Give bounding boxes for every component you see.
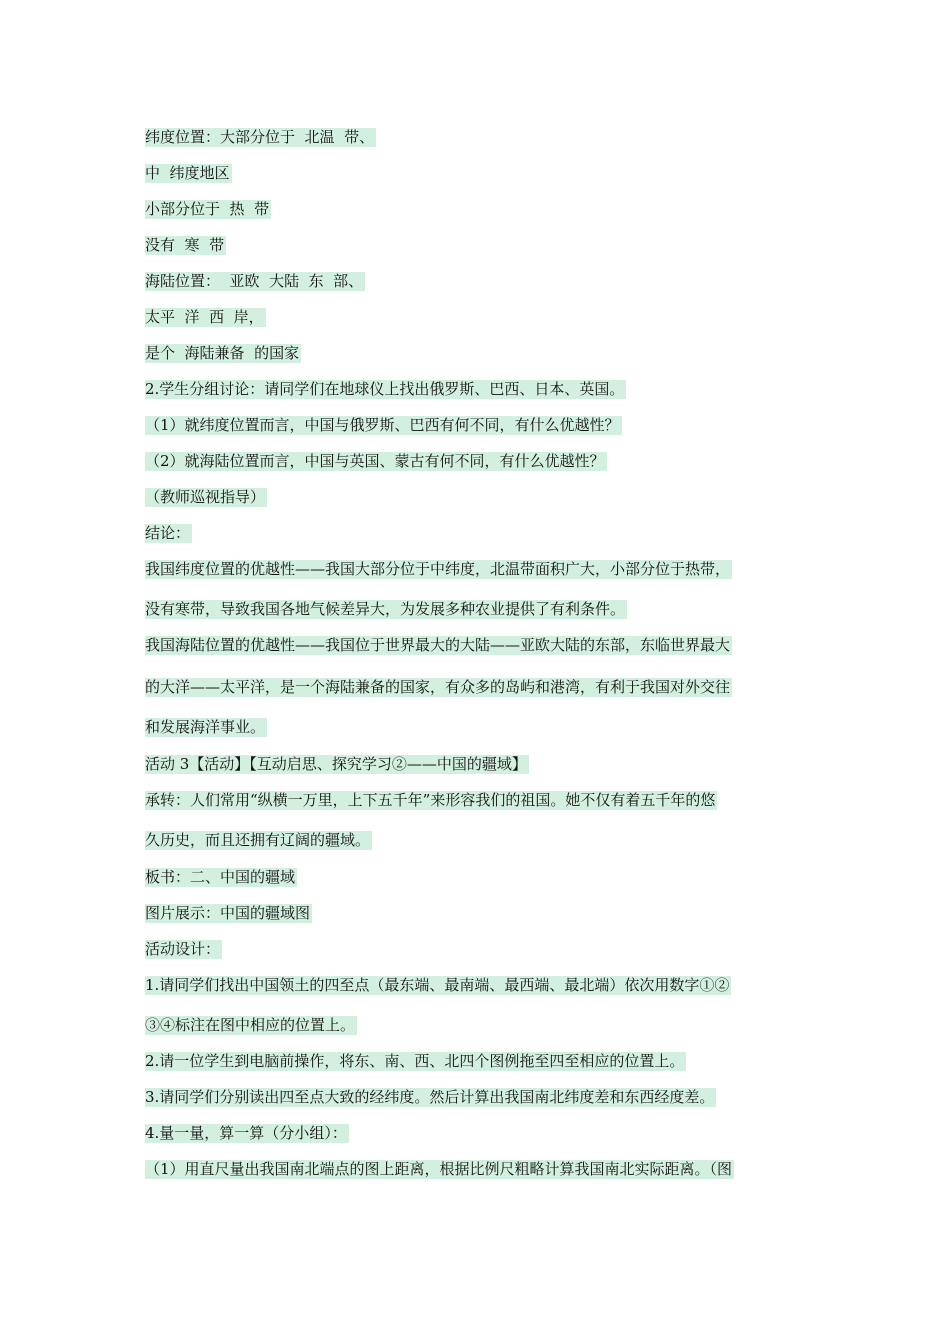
text-line: 没有 寒 带: [145, 236, 225, 254]
text-line: （1）用直尺量出我国南北端点的图上距离，根据比例尺粗略计算我国南北实际距离。（图: [145, 1160, 733, 1178]
text-line: 结论：: [145, 524, 191, 542]
text-line: 海陆位置： 亚欧 大陆 东 部、: [145, 272, 364, 290]
text-line: 小部分位于 热 带: [145, 200, 270, 218]
text-line: 太平 洋 西 岸，: [145, 308, 264, 326]
text-line: 的大洋——太平洋，是一个海陆兼备的国家，有众多的岛屿和港湾，有利于我国对外交往: [145, 678, 731, 696]
text-line: 是个 海陆兼备 的国家: [145, 344, 300, 362]
text-line: 活动设计：: [145, 940, 221, 958]
text-line: 承转：人们常用“纵横一万里，上下五千年”来形容我们的祖国。她不仅有着五千年的悠: [145, 791, 716, 809]
text-line: 我国海陆位置的优越性——我国位于世界最大的大陆——亚欧大陆的东部，东临世界最大: [145, 636, 731, 654]
text-line: （2）就海陆位置而言，中国与英国、蒙古有何不同，有什么优越性？: [145, 452, 605, 470]
text-line: 活动 3【活动】【互动启思、探究学习②——中国的疆域】: [145, 755, 527, 773]
text-line: 板书：二、中国的疆域: [145, 868, 296, 886]
text-line: 没有寒带，导致我国各地气候差异大，为发展多种农业提供了有利条件。: [145, 600, 626, 618]
text-line: 和发展海洋事业。: [145, 718, 266, 736]
text-line: 1.请同学们找出中国领土的四至点（最东端、最南端、最西端、最北端）依次用数字①②: [145, 976, 730, 994]
text-line: 图片展示：中国的疆域图: [145, 904, 311, 922]
text-line: 4.量一量，算一算（分小组）：: [145, 1124, 347, 1142]
text-line: 我国纬度位置的优越性——我国大部分位于中纬度，北温带面积广大，小部分位于热带，: [145, 560, 731, 578]
text-line: 2.学生分组讨论：请同学们在地球仪上找出俄罗斯、巴西、日本、英国。: [145, 380, 625, 398]
text-line: ③④标注在图中相应的位置上。: [145, 1016, 356, 1034]
text-line: 久历史，而且还拥有辽阔的疆域。: [145, 831, 371, 849]
text-line: （1）就纬度位置而言，中国与俄罗斯、巴西有何不同，有什么优越性？: [145, 416, 620, 434]
text-line: 3.请同学们分别读出四至点大致的经纬度。然后计算出我国南北纬度差和东西经度差。: [145, 1088, 715, 1106]
text-line: 中 纬度地区: [145, 164, 230, 182]
text-line: 纬度位置：大部分位于 北温 带、: [145, 128, 375, 146]
text-line: （教师巡视指导）: [145, 488, 266, 506]
text-line: 2.请一位学生到电脑前操作，将东、南、西、北四个图例拖至四至相应的位置上。: [145, 1052, 685, 1070]
